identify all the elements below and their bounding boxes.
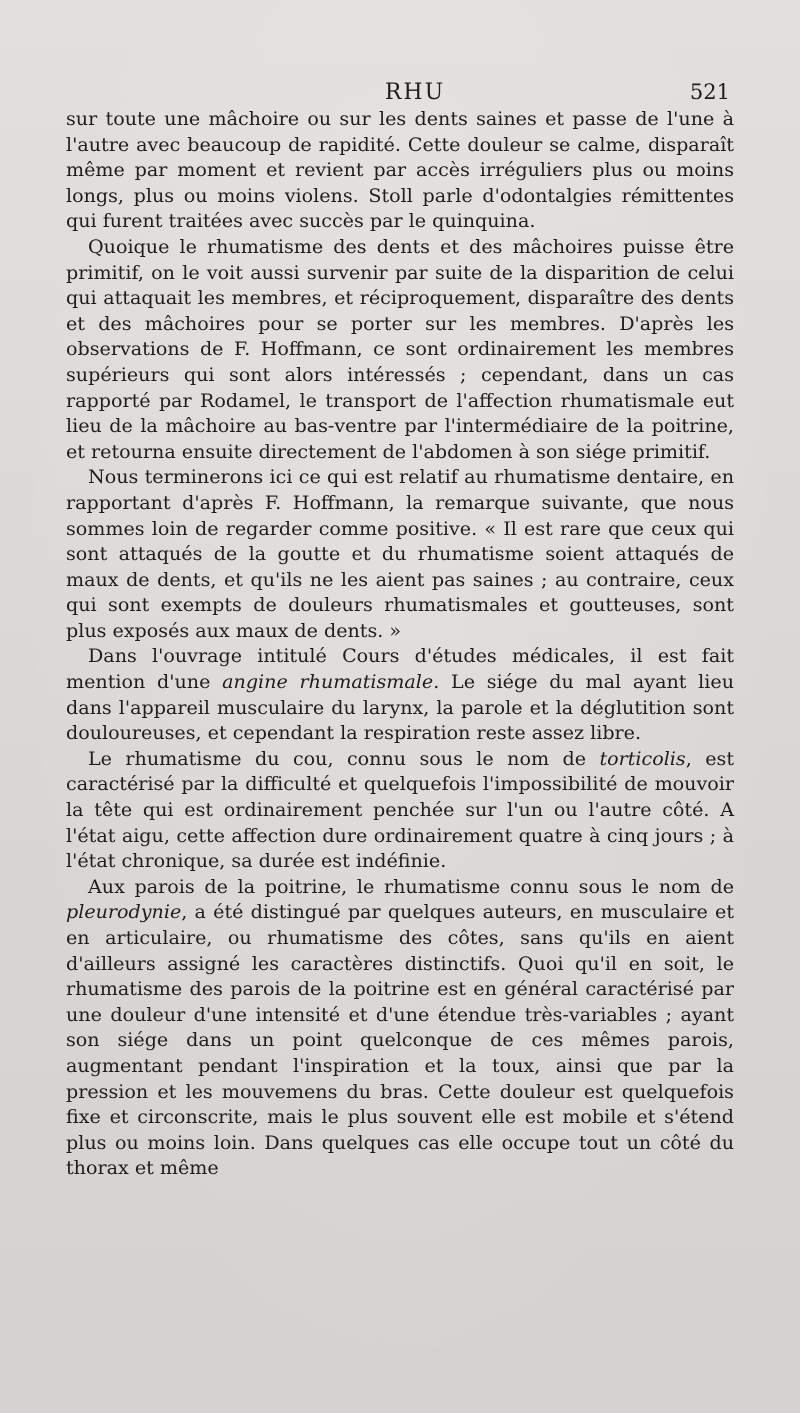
page-number: 521 (689, 80, 730, 104)
paragraph-6-text: Aux parois de la poitrine, le rhumatisme connu sous le nom de (88, 874, 734, 898)
paragraph-4 (66, 643, 734, 745)
body-text (66, 106, 734, 1181)
paragraph-3-text: Nous terminerons ici ce qui est relatif au rhumatisme dentaire, en rapportant d'après F. Hoffmann, la remarque suivante, que nous sommes loin de regarder comme positive. « Il est rare que ceux qui sont attaqués de la goutte et du rhumatisme soient attaqués de maux de dents, et qu'ils ne les aient pas saines ; au contraire, ceux qui sont exempts de douleurs rhumatismales et goutteuses, sont plus exposés aux maux de dents. » (66, 465, 734, 642)
paragraph-6 (66, 874, 734, 1181)
running-head (66, 70, 734, 106)
italic-term-pleurodynie: pleurodynie (66, 900, 182, 924)
italic-term-torticolis: torticolis (599, 746, 686, 770)
paragraph-5 (66, 746, 734, 874)
running-head-title: RHU (384, 80, 446, 105)
paragraph-4-text: Dans l'ouvrage intitulé Cours d'études médicales, il est fait mention d'une (66, 644, 734, 694)
paragraph-1 (66, 106, 734, 234)
paragraph-1-text: sur toute une mâchoire ou sur les dents saines et passe de l'une à l'autre avec beaucoup de rapidité. Cette douleur se calme, disparaît même par moment et revient par accès irréguliers plus ou moins longs, plus ou moins violens. Stoll parle d'odontalgies rémittentes qui furent traitées avec succès par le quinquina. (66, 107, 734, 233)
paragraph-2-text: Quoique le rhumatisme des dents et des mâchoires puisse être primitif, on le voit aussi survenir par suite de la disparition de celui qui attaquait les membres, et réciproquement, disparaître des dents et des mâchoires pour se porter sur les membres. D'après les observations de F. Hoffmann, ce sont ordinairement les membres supérieurs qui sont alors intéressés ; cependant, dans un cas rapporté par Rodamel, le transport de l'affection rhumatismale eut lieu de la mâchoire au bas-ventre par l'intermédiaire de la poitrine, et retourna ensuite directement de l'abdomen à son siége primitif. (66, 234, 734, 463)
paragraph-6-text-cont: , a été distingué par quelques auteurs, en musculaire et en articulaire, ou rhumatisme des côtes, sans qu'ils en aient d'ailleurs assigné les caractères distinctifs. Quoi qu'il en soit, le rhumatisme des parois de la poitrine est en général caractérisé par une douleur d'une intensité et d'une étendue très-variables ; ayant son siége dans un point quelconque de ces mêmes parois, augmentant pendant l'inspiration et la toux, ainsi que par la pression et les mouvemens du bras. Cette douleur est quelquefois fixe et circonscrite, mais le plus souvent elle est mobile et s'étend plus ou moins loin. Dans quelques cas elle occupe tout un côté du thorax et même (66, 900, 734, 1180)
paragraph-2 (66, 234, 734, 464)
paragraph-3 (66, 464, 734, 643)
paragraph-4-text-cont: . Le siége du mal ayant lieu dans l'appareil musculaire du larynx, la parole et la déglutition sont douloureuses, et cependant la respiration reste assez libre. (66, 670, 734, 745)
paragraph-5-text-cont: , est caractérisé par la difficulté et quelquefois l'impossibilité de mouvoir la tête qui est ordinairement penchée sur l'un ou l'autre côté. A l'état aigu, cette affection dure ordinairement quatre à cinq jours ; à l'état chronique, sa durée est indéfinie. (66, 746, 734, 873)
paragraph-5-text: Le rhumatisme du cou, connu sous le nom de (88, 746, 600, 770)
italic-term-angine: angine rhumatismale (222, 670, 434, 694)
